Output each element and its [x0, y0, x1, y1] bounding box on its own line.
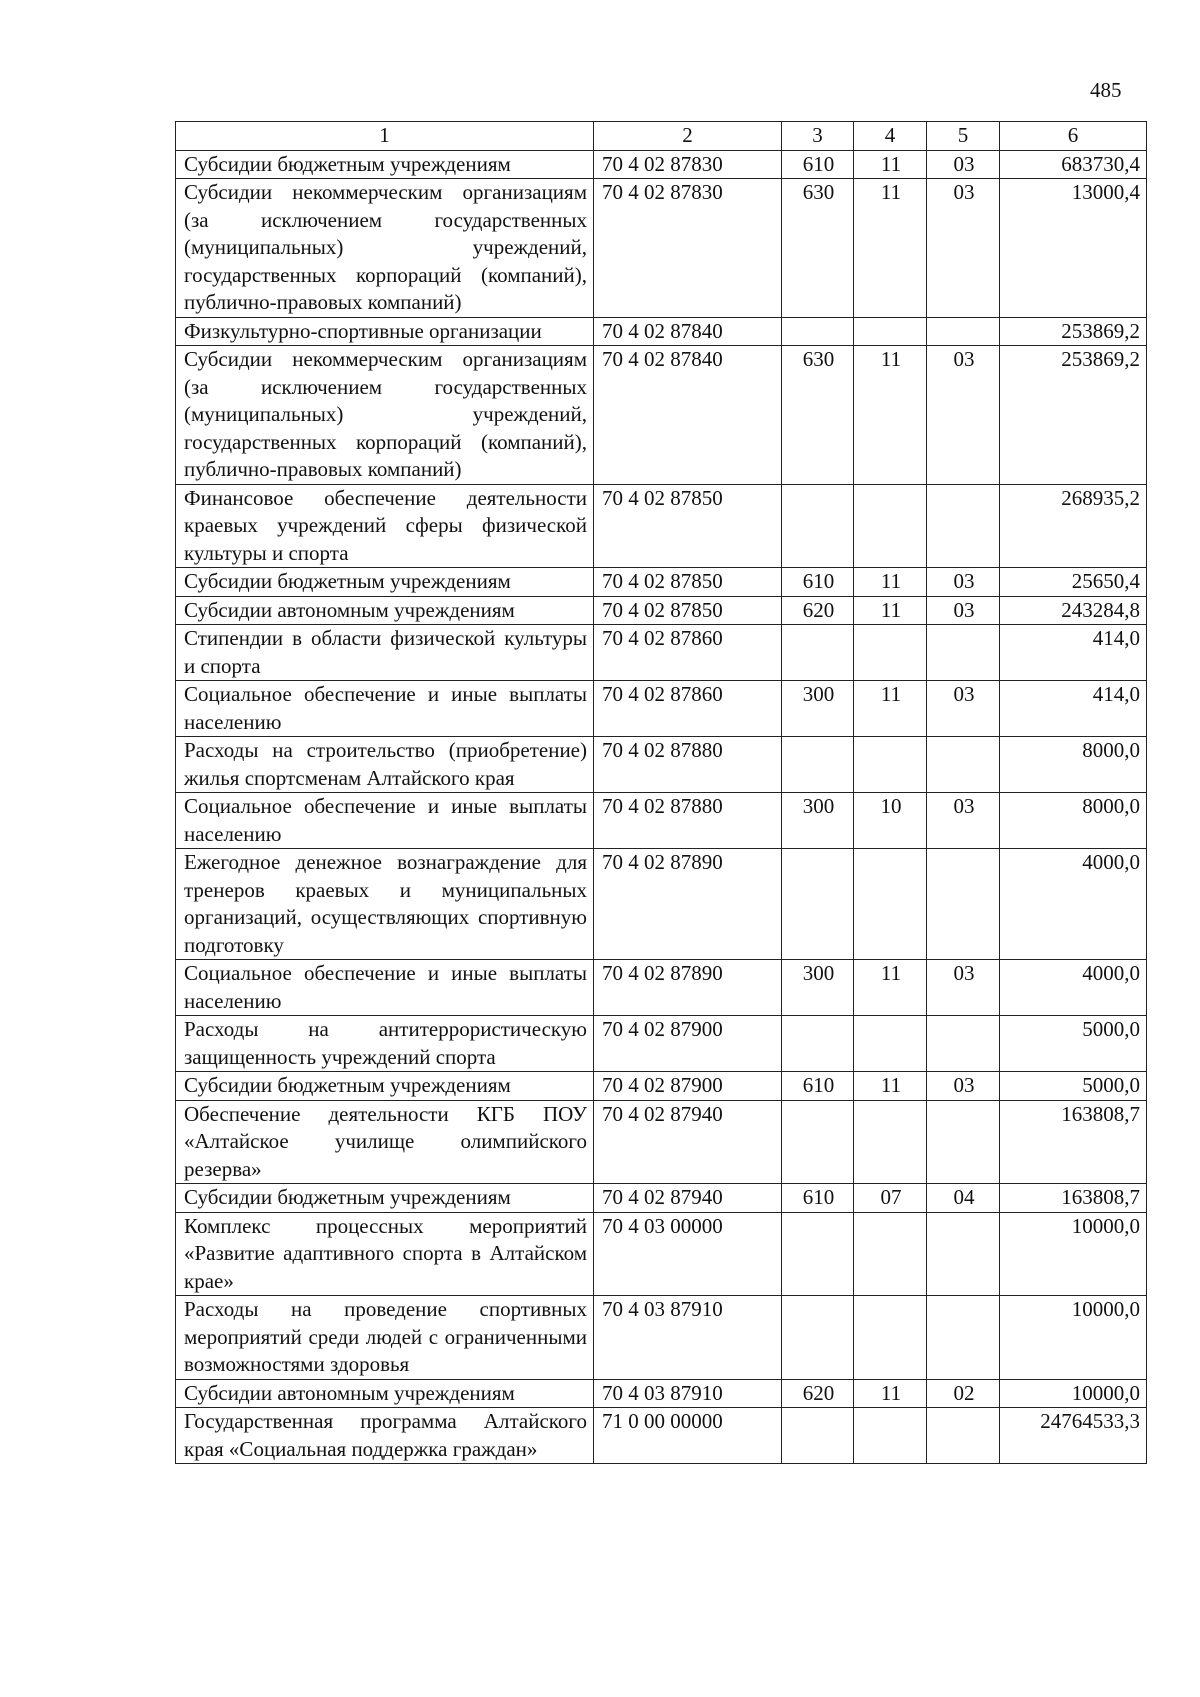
row-col4-cell: 11 [854, 960, 927, 1016]
row-name-cell: Субсидии автономным учреждениям [176, 596, 594, 625]
row-col5-cell [927, 1100, 1000, 1184]
row-amount-cell: 163808,7 [1000, 1184, 1147, 1213]
row-amount-cell: 5000,0 [1000, 1072, 1147, 1101]
row-col4-cell: 11 [854, 346, 927, 485]
row-name-cell: Государственная программа Алтайского края «Социальная поддержка граждан» [176, 1408, 594, 1464]
table-row [176, 1072, 1147, 1101]
table-row [176, 484, 1147, 568]
row-amount-cell: 13000,4 [1000, 179, 1147, 318]
table-row [176, 960, 1147, 1016]
row-col4-cell: 11 [854, 1072, 927, 1101]
row-col5-cell [927, 737, 1000, 793]
table-row [176, 150, 1147, 179]
row-col5-cell: 03 [927, 793, 1000, 849]
row-amount-cell: 10000,0 [1000, 1379, 1147, 1408]
row-col5-cell [927, 1408, 1000, 1464]
row-col4-cell [854, 849, 927, 960]
table-row [176, 1016, 1147, 1072]
row-col3-cell [782, 737, 854, 793]
row-amount-cell: 8000,0 [1000, 793, 1147, 849]
row-col3-cell: 610 [782, 1072, 854, 1101]
row-code-cell: 70 4 02 87940 [594, 1100, 782, 1184]
header-col-2: 2 [594, 122, 782, 151]
row-col4-cell: 11 [854, 1379, 927, 1408]
header-col-6: 6 [1000, 122, 1147, 151]
table-row [176, 568, 1147, 597]
row-col4-cell [854, 625, 927, 681]
row-code-cell: 70 4 02 87940 [594, 1184, 782, 1213]
row-col3-cell [782, 1016, 854, 1072]
row-code-cell: 70 4 02 87850 [594, 568, 782, 597]
table-row [176, 317, 1147, 346]
row-col5-cell [927, 849, 1000, 960]
row-name-cell: Субсидии бюджетным учреждениям [176, 1072, 594, 1101]
row-name-cell: Социальное обеспечение и иные выплаты населению [176, 960, 594, 1016]
table-row [176, 1296, 1147, 1380]
row-col3-cell [782, 625, 854, 681]
header-row [176, 122, 1147, 151]
row-amount-cell: 4000,0 [1000, 960, 1147, 1016]
row-col3-cell: 620 [782, 1379, 854, 1408]
row-code-cell: 70 4 02 87850 [594, 596, 782, 625]
row-code-cell: 70 4 02 87900 [594, 1016, 782, 1072]
row-name-cell: Социальное обеспечение и иные выплаты населению [176, 681, 594, 737]
header-col-1: 1 [176, 122, 594, 151]
row-col3-cell: 610 [782, 1184, 854, 1213]
row-col3-cell: 300 [782, 681, 854, 737]
row-col5-cell: 03 [927, 568, 1000, 597]
row-amount-cell: 683730,4 [1000, 150, 1147, 179]
row-col4-cell [854, 1296, 927, 1380]
row-col5-cell [927, 1212, 1000, 1296]
row-col3-cell: 610 [782, 150, 854, 179]
row-col4-cell: 11 [854, 681, 927, 737]
row-amount-cell: 10000,0 [1000, 1212, 1147, 1296]
row-col3-cell [782, 1100, 854, 1184]
row-code-cell: 70 4 02 87830 [594, 150, 782, 179]
row-amount-cell: 253869,2 [1000, 317, 1147, 346]
row-code-cell: 70 4 02 87860 [594, 625, 782, 681]
row-col5-cell: 03 [927, 346, 1000, 485]
row-code-cell: 70 4 02 87890 [594, 849, 782, 960]
row-name-cell: Расходы на антитеррористическую защищенность учреждений спорта [176, 1016, 594, 1072]
row-name-cell: Физкультурно-спортивные организации [176, 317, 594, 346]
row-col4-cell [854, 737, 927, 793]
row-col3-cell: 300 [782, 960, 854, 1016]
row-col5-cell [927, 317, 1000, 346]
table-row [176, 737, 1147, 793]
row-col3-cell: 610 [782, 568, 854, 597]
row-col5-cell [927, 484, 1000, 568]
row-col4-cell [854, 1408, 927, 1464]
row-col5-cell [927, 625, 1000, 681]
row-name-cell: Социальное обеспечение и иные выплаты населению [176, 793, 594, 849]
row-col4-cell: 11 [854, 568, 927, 597]
row-amount-cell: 5000,0 [1000, 1016, 1147, 1072]
row-name-cell: Субсидии бюджетным учреждениям [176, 1184, 594, 1213]
row-amount-cell: 4000,0 [1000, 849, 1147, 960]
row-col4-cell [854, 317, 927, 346]
row-col5-cell [927, 1296, 1000, 1380]
row-code-cell: 70 4 02 87830 [594, 179, 782, 318]
row-name-cell: Субсидии бюджетным учреждениям [176, 150, 594, 179]
row-col4-cell: 10 [854, 793, 927, 849]
row-col3-cell [782, 1212, 854, 1296]
budget-table [175, 121, 1147, 1464]
row-col4-cell: 11 [854, 179, 927, 318]
row-col3-cell: 300 [782, 793, 854, 849]
row-code-cell: 70 4 02 87840 [594, 317, 782, 346]
row-col5-cell: 02 [927, 1379, 1000, 1408]
table-row [176, 1100, 1147, 1184]
row-name-cell: Расходы на строительство (приобретение) жилья спортсменам Алтайского края [176, 737, 594, 793]
row-col4-cell: 11 [854, 150, 927, 179]
row-amount-cell: 253869,2 [1000, 346, 1147, 485]
row-amount-cell: 268935,2 [1000, 484, 1147, 568]
row-amount-cell: 25650,4 [1000, 568, 1147, 597]
row-col5-cell: 04 [927, 1184, 1000, 1213]
row-name-cell: Обеспечение деятельности КГБ ПОУ «Алтайское училище олимпийского резерва» [176, 1100, 594, 1184]
row-amount-cell: 10000,0 [1000, 1296, 1147, 1380]
row-code-cell: 70 4 02 87840 [594, 346, 782, 485]
row-name-cell: Ежегодное денежное вознаграждение для тренеров краевых и муниципальных организаций, осуществляющих спортивную подготовку [176, 849, 594, 960]
row-code-cell: 70 4 03 87910 [594, 1379, 782, 1408]
row-col5-cell: 03 [927, 179, 1000, 318]
row-col5-cell [927, 1016, 1000, 1072]
row-col4-cell [854, 1100, 927, 1184]
row-code-cell: 70 4 03 87910 [594, 1296, 782, 1380]
row-col4-cell [854, 1016, 927, 1072]
row-col4-cell: 11 [854, 596, 927, 625]
row-code-cell: 70 4 02 87880 [594, 793, 782, 849]
row-amount-cell: 414,0 [1000, 625, 1147, 681]
row-col3-cell [782, 1408, 854, 1464]
table-row [176, 681, 1147, 737]
table-row [176, 1184, 1147, 1213]
row-col5-cell: 03 [927, 150, 1000, 179]
row-amount-cell: 24764533,3 [1000, 1408, 1147, 1464]
row-amount-cell: 243284,8 [1000, 596, 1147, 625]
row-name-cell: Финансовое обеспечение деятельности краевых учреждений сферы физической культуры и спорта [176, 484, 594, 568]
header-col-3: 3 [782, 122, 854, 151]
table-row [176, 1379, 1147, 1408]
row-amount-cell: 163808,7 [1000, 1100, 1147, 1184]
row-name-cell: Субсидии автономным учреждениям [176, 1379, 594, 1408]
table-row [176, 346, 1147, 485]
row-col3-cell: 630 [782, 179, 854, 318]
table-row [176, 1408, 1147, 1464]
row-col3-cell [782, 1296, 854, 1380]
row-name-cell: Расходы на проведение спортивных мероприятий среди людей с ограниченными возможностями здоровья [176, 1296, 594, 1380]
row-code-cell: 70 4 03 00000 [594, 1212, 782, 1296]
table-row [176, 596, 1147, 625]
row-col3-cell: 630 [782, 346, 854, 485]
row-col5-cell: 03 [927, 596, 1000, 625]
row-col5-cell: 03 [927, 960, 1000, 1016]
row-col3-cell: 620 [782, 596, 854, 625]
row-col3-cell [782, 849, 854, 960]
row-code-cell: 70 4 02 87880 [594, 737, 782, 793]
row-name-cell: Субсидии бюджетным учреждениям [176, 568, 594, 597]
table-row [176, 179, 1147, 318]
row-code-cell: 70 4 02 87900 [594, 1072, 782, 1101]
table-row [176, 625, 1147, 681]
row-col3-cell [782, 484, 854, 568]
row-name-cell: Субсидии некоммерческим организациям (за исключением государственных (муниципальных) учреждений, государственных корпораций (компаний), публично-правовых компаний) [176, 346, 594, 485]
row-name-cell: Субсидии некоммерческим организациям (за исключением государственных (муниципальных) учреждений, государственных корпораций (компаний), публично-правовых компаний) [176, 179, 594, 318]
row-code-cell: 70 4 02 87890 [594, 960, 782, 1016]
row-col5-cell: 03 [927, 1072, 1000, 1101]
row-col4-cell [854, 484, 927, 568]
table-row [176, 849, 1147, 960]
row-col5-cell: 03 [927, 681, 1000, 737]
row-amount-cell: 8000,0 [1000, 737, 1147, 793]
table-row [176, 1212, 1147, 1296]
table-row [176, 793, 1147, 849]
page-number: 485 [1090, 78, 1122, 102]
row-col3-cell [782, 317, 854, 346]
header-col-5: 5 [927, 122, 1000, 151]
row-code-cell: 70 4 02 87860 [594, 681, 782, 737]
row-code-cell: 71 0 00 00000 [594, 1408, 782, 1464]
header-col-4: 4 [854, 122, 927, 151]
row-col4-cell: 07 [854, 1184, 927, 1213]
row-col4-cell [854, 1212, 927, 1296]
row-code-cell: 70 4 02 87850 [594, 484, 782, 568]
row-name-cell: Стипендии в области физической культуры и спорта [176, 625, 594, 681]
row-amount-cell: 414,0 [1000, 681, 1147, 737]
row-name-cell: Комплекс процессных мероприятий «Развитие адаптивного спорта в Алтайском крае» [176, 1212, 594, 1296]
